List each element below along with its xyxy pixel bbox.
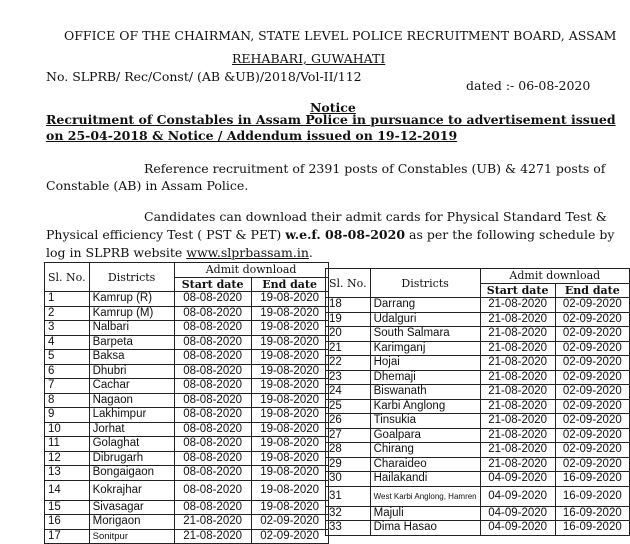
end-date-cell: 16-09-2020: [555, 521, 629, 536]
start-date-cell: 08-08-2020: [174, 335, 251, 350]
instruction-text: Candidates can download their admit cards for Physical Standard Test & Physical efficiency Test ( PST & PET): [46, 209, 607, 242]
sl-cell: 6: [45, 364, 90, 379]
end-date-cell: 02-09-2020: [555, 457, 629, 472]
start-date-cell: 21-08-2020: [480, 428, 555, 443]
col-districts: Districts: [89, 263, 174, 292]
office-address: REHABARI, GUWAHATI: [232, 51, 386, 66]
sl-cell: 15: [45, 500, 90, 515]
district-cell: Dhemaji: [370, 370, 480, 385]
table-row: [326, 506, 630, 521]
end-date-cell: 19-08-2020: [251, 306, 328, 321]
sl-cell: 19: [326, 312, 371, 327]
end-date-cell: 19-08-2020: [251, 364, 328, 379]
table-row: [326, 472, 630, 487]
col-sl-no: Sl. No.: [45, 263, 90, 292]
district-cell: Kamrup (M): [89, 306, 174, 321]
col-admit-download: Admit download: [480, 269, 629, 284]
end-date-cell: 02-09-2020: [555, 414, 629, 429]
start-date-cell: 21-08-2020: [480, 385, 555, 400]
district-cell: West Karbi Anglong, Hamren: [370, 486, 480, 506]
table-row: [326, 457, 630, 472]
end-date-cell: 19-08-2020: [251, 292, 328, 307]
end-date-cell: 19-08-2020: [251, 422, 328, 437]
start-date-cell: 08-08-2020: [174, 408, 251, 423]
end-date-cell: 02-09-2020: [555, 312, 629, 327]
end-date-cell: 02-09-2020: [555, 341, 629, 356]
end-date-cell: 19-08-2020: [251, 408, 328, 423]
district-cell: Hailakandi: [370, 472, 480, 487]
end-date-cell: 19-08-2020: [251, 500, 328, 515]
district-cell: Hojai: [370, 356, 480, 371]
start-date-cell: 04-09-2020: [480, 486, 555, 506]
start-date-cell: 21-08-2020: [480, 298, 555, 313]
table-row: [326, 341, 630, 356]
district-cell: Sivasagar: [89, 500, 174, 515]
sl-cell: 11: [45, 437, 90, 452]
start-date-cell: 21-08-2020: [480, 443, 555, 458]
effective-date: w.e.f. 08-08-2020: [285, 227, 406, 242]
district-cell: Nalbari: [89, 321, 174, 336]
website-link[interactable]: www.slprbassam.in: [186, 245, 309, 260]
district-cell: Nagaon: [89, 393, 174, 408]
start-date-cell: 08-08-2020: [174, 306, 251, 321]
table-row: [45, 500, 329, 515]
district-cell: Goalpara: [370, 428, 480, 443]
col-end-date: End date: [251, 277, 328, 292]
sl-cell: 22: [326, 356, 371, 371]
start-date-cell: 21-08-2020: [480, 356, 555, 371]
start-date-cell: 08-08-2020: [174, 451, 251, 466]
district-cell: Kokrajhar: [89, 480, 174, 500]
district-cell: Barpeta: [89, 335, 174, 350]
instruction-text-cont: as per the following schedule by log in SLPRB website: [46, 227, 615, 260]
sl-cell: 31: [326, 486, 371, 506]
start-date-cell: 21-08-2020: [174, 515, 251, 530]
schedule-table-right: [325, 268, 630, 536]
table-row: [326, 414, 630, 429]
table-row: [45, 480, 329, 500]
sl-cell: 33: [326, 521, 371, 536]
table-row: [45, 466, 329, 481]
end-date-cell: 19-08-2020: [251, 437, 328, 452]
sl-cell: 30: [326, 472, 371, 487]
start-date-cell: 08-08-2020: [174, 422, 251, 437]
start-date-cell: 08-08-2020: [174, 364, 251, 379]
end-date-cell: 02-09-2020: [555, 385, 629, 400]
notice-date: dated :- 06-08-2020: [466, 78, 591, 93]
sl-cell: 9: [45, 408, 90, 423]
notice-subject: Recruitment of Constables in Assam Police in pursuance to advertisement issued on 25-04-2018 & Notice / Addendum issued on 19-12-2019: [46, 112, 616, 143]
sl-cell: 17: [45, 529, 90, 544]
sl-cell: 25: [326, 399, 371, 414]
start-date-cell: 21-08-2020: [480, 399, 555, 414]
start-date-cell: 08-08-2020: [174, 466, 251, 481]
reference-number: No. SLPRB/ Rec/Const/ (AB &UB)/2018/Vol-II/112: [46, 69, 362, 84]
district-cell: Darrang: [370, 298, 480, 313]
end-date-cell: 02-09-2020: [251, 515, 328, 530]
district-cell: Sonitpur: [89, 529, 174, 544]
table-row: [326, 356, 630, 371]
district-cell: Kamrup (R): [89, 292, 174, 307]
table-row: [45, 350, 329, 365]
table-row: [45, 379, 329, 394]
sl-cell: 29: [326, 457, 371, 472]
end-date-cell: 19-08-2020: [251, 480, 328, 500]
district-cell: Charaideo: [370, 457, 480, 472]
table-row: [326, 370, 630, 385]
district-cell: Cachar: [89, 379, 174, 394]
sl-cell: 14: [45, 480, 90, 500]
table-row: [45, 306, 329, 321]
end-date-cell: 02-09-2020: [555, 356, 629, 371]
office-heading: OFFICE OF THE CHAIRMAN, STATE LEVEL POLICE RECRUITMENT BOARD, ASSAM: [64, 28, 617, 43]
district-cell: Tinsukia: [370, 414, 480, 429]
table-row: [45, 451, 329, 466]
end-date-cell: 16-09-2020: [555, 472, 629, 487]
sl-cell: 18: [326, 298, 371, 313]
reference-paragraph: Reference recruitment of 2391 posts of Constables (UB) & 4271 posts of Constable (AB) in Assam Police.: [46, 161, 606, 193]
start-date-cell: 21-08-2020: [480, 327, 555, 342]
end-date-cell: 19-08-2020: [251, 379, 328, 394]
sl-cell: 8: [45, 393, 90, 408]
end-date-cell: 16-09-2020: [555, 486, 629, 506]
table-row: [326, 486, 630, 506]
end-date-cell: 02-09-2020: [555, 327, 629, 342]
start-date-cell: 08-08-2020: [174, 350, 251, 365]
end-date-cell: 02-09-2020: [555, 399, 629, 414]
table-row: [326, 399, 630, 414]
end-date-cell: 02-09-2020: [555, 298, 629, 313]
table-row: [45, 437, 329, 452]
sl-cell: 1: [45, 292, 90, 307]
table-row: [45, 364, 329, 379]
end-date-cell: 19-08-2020: [251, 350, 328, 365]
end-date-cell: 02-09-2020: [555, 443, 629, 458]
district-cell: Dima Hasao: [370, 521, 480, 536]
end-date-cell: 16-09-2020: [555, 506, 629, 521]
district-cell: Lakhimpur: [89, 408, 174, 423]
district-cell: Udalguri: [370, 312, 480, 327]
sl-cell: 7: [45, 379, 90, 394]
start-date-cell: 08-08-2020: [174, 379, 251, 394]
col-admit-download: Admit download: [174, 263, 328, 278]
col-end-date: End date: [555, 283, 629, 298]
end-date-cell: 19-08-2020: [251, 393, 328, 408]
sl-cell: 10: [45, 422, 90, 437]
notice-title: Notice: [310, 100, 356, 115]
district-cell: Karbi Anglong: [370, 399, 480, 414]
schedule-table-left: [44, 262, 329, 544]
sl-cell: 12: [45, 451, 90, 466]
district-cell: Chirang: [370, 443, 480, 458]
sl-cell: 26: [326, 414, 371, 429]
end-date-cell: 02-09-2020: [555, 428, 629, 443]
table-row: [326, 312, 630, 327]
sl-cell: 2: [45, 306, 90, 321]
table-row: [45, 321, 329, 336]
sl-cell: 21: [326, 341, 371, 356]
district-cell: Bongaigaon: [89, 466, 174, 481]
table-row: [45, 515, 329, 530]
start-date-cell: 08-08-2020: [174, 480, 251, 500]
instruction-end: .: [308, 245, 313, 260]
col-sl-no: Sl. No.: [326, 269, 371, 298]
end-date-cell: 19-08-2020: [251, 451, 328, 466]
sl-cell: 32: [326, 506, 371, 521]
end-date-cell: 19-08-2020: [251, 335, 328, 350]
table-row: [45, 393, 329, 408]
end-date-cell: 19-08-2020: [251, 321, 328, 336]
table-row: [45, 422, 329, 437]
district-cell: Baksa: [89, 350, 174, 365]
col-start-date: Start date: [174, 277, 251, 292]
table-row: [45, 529, 329, 544]
start-date-cell: 21-08-2020: [480, 414, 555, 429]
district-cell: Jorhat: [89, 422, 174, 437]
table-row: [326, 385, 630, 400]
start-date-cell: 08-08-2020: [174, 500, 251, 515]
sl-cell: 4: [45, 335, 90, 350]
start-date-cell: 21-08-2020: [174, 529, 251, 544]
district-cell: Dibrugarh: [89, 451, 174, 466]
start-date-cell: 08-08-2020: [174, 321, 251, 336]
start-date-cell: 08-08-2020: [174, 437, 251, 452]
district-cell: Karimganj: [370, 341, 480, 356]
end-date-cell: 02-09-2020: [555, 370, 629, 385]
district-cell: Golaghat: [89, 437, 174, 452]
start-date-cell: 21-08-2020: [480, 312, 555, 327]
district-cell: Morigaon: [89, 515, 174, 530]
sl-cell: 24: [326, 385, 371, 400]
table-row: [326, 298, 630, 313]
start-date-cell: 21-08-2020: [480, 370, 555, 385]
sl-cell: 3: [45, 321, 90, 336]
instruction-paragraph: [46, 208, 618, 262]
table-row: [326, 443, 630, 458]
district-cell: South Salmara: [370, 327, 480, 342]
sl-cell: 20: [326, 327, 371, 342]
sl-cell: 5: [45, 350, 90, 365]
start-date-cell: 08-08-2020: [174, 393, 251, 408]
table-row: [45, 292, 329, 307]
district-cell: Majuli: [370, 506, 480, 521]
table-row: [326, 428, 630, 443]
district-cell: Dhubri: [89, 364, 174, 379]
end-date-cell: 02-09-2020: [251, 529, 328, 544]
col-districts: Districts: [370, 269, 480, 298]
start-date-cell: 04-09-2020: [480, 521, 555, 536]
sl-cell: 23: [326, 370, 371, 385]
start-date-cell: 21-08-2020: [480, 457, 555, 472]
sl-cell: 28: [326, 443, 371, 458]
sl-cell: 13: [45, 466, 90, 481]
table-row: [326, 327, 630, 342]
sl-cell: 27: [326, 428, 371, 443]
col-start-date: Start date: [480, 283, 555, 298]
start-date-cell: 04-09-2020: [480, 472, 555, 487]
sl-cell: 16: [45, 515, 90, 530]
district-cell: Biswanath: [370, 385, 480, 400]
table-row: [45, 408, 329, 423]
start-date-cell: 04-09-2020: [480, 506, 555, 521]
end-date-cell: 19-08-2020: [251, 466, 328, 481]
start-date-cell: 21-08-2020: [480, 341, 555, 356]
table-row: [45, 335, 329, 350]
start-date-cell: 08-08-2020: [174, 292, 251, 307]
table-row: [326, 521, 630, 536]
